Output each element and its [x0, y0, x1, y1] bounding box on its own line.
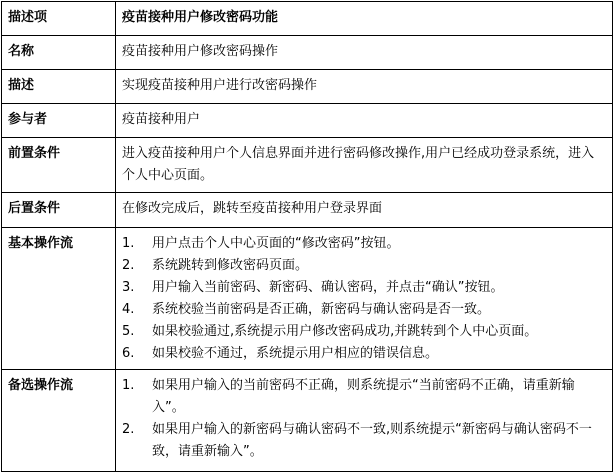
table-row-precondition [2, 138, 613, 193]
list-item [122, 299, 606, 321]
precondition-label-cell: 前置条件 [2, 138, 116, 193]
header-label-cell: 描述项 [2, 2, 116, 36]
description-label-cell: 描述 [2, 70, 116, 104]
step-text: 系统跳转到修改密码页面。 [152, 258, 309, 273]
step-text: 用户点击个人中心页面的“修改密码”按钮。 [152, 236, 400, 251]
step-text: 如果用户输入的当前密码不正确，则系统提示“当前密码不正确，请重新输入”。 [152, 378, 575, 415]
list-item [122, 321, 606, 343]
alternate-flow-list [122, 375, 606, 463]
step-text: 用户输入当前密码、新密码、确认密码，并点击“确认”按钮。 [152, 280, 504, 295]
step-text: 如果用户输入的新密码与确认密码不一致,则系统提示“新密码与确认密码不一致，请重新输入”。 [152, 422, 592, 459]
step-text: 如果校验通过,系统提示用户修改密码成功,并跳转到个人中心页面。 [152, 324, 538, 339]
list-item [122, 255, 606, 277]
description-value-cell: 实现疫苗接种用户进行改密码操作 [116, 70, 613, 104]
name-value-cell: 疫苗接种用户修改密码操作 [116, 36, 613, 70]
basic-flow-list [122, 233, 606, 365]
basic-flow-value-cell [116, 228, 613, 370]
list-item [122, 277, 606, 299]
alternate-flow-value-cell [116, 370, 613, 472]
header-value-cell: 疫苗接种用户修改密码功能 [116, 2, 613, 36]
step-text: 如果校验不通过，系统提示用户相应的错误信息。 [152, 346, 439, 361]
table-row-basic-flow [2, 228, 613, 370]
step-number: 2. [122, 258, 135, 273]
use-case-table [1, 1, 613, 472]
list-item [122, 375, 606, 419]
step-text: 系统校验当前密码是否正确，新密码与确认密码是否一致。 [152, 302, 491, 317]
step-number: 1. [122, 378, 135, 393]
step-number: 6. [122, 346, 135, 361]
actor-label-cell: 参与者 [2, 104, 116, 138]
list-item [122, 419, 606, 463]
table-row-description [2, 70, 613, 104]
step-number: 1. [122, 236, 135, 251]
postcondition-value-cell: 在修改完成后，跳转至疫苗接种用户登录界面 [116, 193, 613, 228]
list-item [122, 233, 606, 255]
step-number: 4. [122, 302, 135, 317]
name-label-cell: 名称 [2, 36, 116, 70]
table-row-actor [2, 104, 613, 138]
table-row-postcondition [2, 193, 613, 228]
precondition-value-cell: 进入疫苗接种用户个人信息界面并进行密码修改操作,用户已经成功登录系统，进入个人中心页面。 [116, 138, 613, 193]
list-item [122, 343, 606, 365]
table-row-header [2, 2, 613, 36]
basic-flow-label-cell: 基本操作流 [2, 228, 116, 370]
step-number: 3. [122, 280, 135, 295]
table-row-name [2, 36, 613, 70]
table-row-alternate-flow [2, 370, 613, 472]
step-number: 5. [122, 324, 135, 339]
actor-value-cell: 疫苗接种用户 [116, 104, 613, 138]
postcondition-label-cell: 后置条件 [2, 193, 116, 228]
step-number: 2. [122, 422, 135, 437]
alternate-flow-label-cell: 备选操作流 [2, 370, 116, 472]
